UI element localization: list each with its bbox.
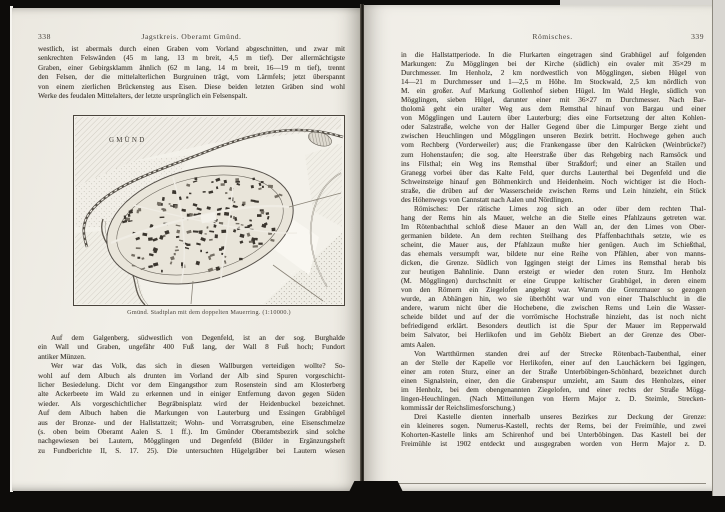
text-line: dicken, die Grenze. Südlich von Iggingen steigt der Limes ins Remsthal herab bis: [401, 258, 706, 268]
text-line: zur heutigen Bahnlinie. Dann ersteigt er wieder den roten Sturz. Im Henholz: [401, 267, 706, 277]
text-line: kommissär der Reichslimesforschung.): [401, 402, 516, 412]
running-header-right: Römisches.: [532, 32, 573, 41]
text-line: Mögglingen, sieben Hügel, darunter einer mit 36×27 m Durchmesser. Nach Bar-: [401, 95, 706, 105]
text-line: befriedigend erklärt. Besonders deutlich ist die Spur der Mauer im Repperwald: [401, 321, 706, 331]
text-line: vom Rechberg (Vorderweiler) aus; die Frankengasse über den Kalrücken (Weinbrücke?): [401, 140, 706, 150]
text-line: Auf dem Galgenberg, südwestlich von Degenfeld, ist an der sog. Burghalde: [51, 333, 345, 342]
running-header-left: Jagstkreis. Oberamt Gmünd.: [141, 32, 242, 41]
text-line: Wer war das Volk, das sich in diesen Wallburgen verteidigen wollte? So-: [51, 361, 345, 371]
text-line: germanien bildete. An dem rechten Steilhang des Pfaffenbachthals setzte, wie es: [401, 230, 706, 240]
text-line: tholomä geht ein uralter Weg aus dem Remsthal hinauf von Bargau und einer: [401, 104, 706, 114]
text-line: Werke des feudalen Mittelalters, der letzte ursprünglich ein Felsenspalt.: [38, 90, 248, 100]
right-page-text: [401, 50, 706, 448]
city-map-figure: [73, 115, 345, 316]
text-line: (M. Mögglingen) durchschnitt er eine Gruppe keltischer Grabhügel, in deren einem: [401, 276, 706, 286]
map-caption: Gmünd. Stadtplan mit dem doppelten Mauerring. (1:10000.): [127, 309, 291, 316]
text-line: zu Fundberichte II, S. 17. 25). Die untersuchten Hügelgräber bei Lautern wiesen: [38, 445, 345, 455]
text-line: wurde, an Abhängen hin, wo sie überhöht war und von einer Thalschlucht in die: [401, 294, 706, 304]
page-number-left: 338: [38, 32, 51, 41]
text-line: westlich, ist abermals durch einen Graben vom Vorland abgeschnitten, und zwar mit: [38, 44, 345, 53]
binding-shadow: [346, 481, 406, 498]
text-line: scheide bildet und auf der die vorrömische Hochstraße hinzieht, das ist noch nicht: [401, 312, 706, 322]
text-line: Kohorten-Kastelle links am Schirenhof und bei Unterböbingen. Das Kastell bei der: [401, 429, 706, 439]
text-line: des Höhenwegs von Cannstatt nach Aalen und Nördlingen.: [401, 194, 574, 204]
page-left: [12, 8, 360, 491]
text-line: einen Signalstein, einer, den die Grabenspur umzieht, am Saum des Henholzes, einer: [401, 375, 706, 385]
text-line: licher Besiedelung. Dicht vor dem Eingangsthor zum Rosenstein sind am Klosterberg: [38, 379, 345, 389]
text-line: antiker Münzen.: [38, 351, 86, 361]
text-line: von einem zierlichen Brückensteg aus Eisen. Diese beiden letzten Gräben sind wohl: [38, 81, 345, 91]
text-line: zum Hohenstaufen; die sog. alte Heerstraße über das Rehgebirg nach Ramsöck und: [401, 149, 706, 159]
text-line: hang der Rems hin als Mauer, welche an die Stelle eines Pfahlzauns getreten war.: [401, 212, 706, 222]
text-line: Granegg vorbei über das Kalte Feld, quer durchs Lauterthal bei Degenfeld und die: [401, 167, 706, 177]
page-bottom-edge: [380, 483, 706, 484]
text-line: das ehemals versumpft war, bildete nur eine Reihe von Pfählen, aber von manns-: [401, 249, 706, 259]
text-line: Römisches: Der rätische Limes zog sich an oder über dem rechten Thal-: [414, 203, 706, 213]
text-line: Markungen: Zu Mögglingen bei der Kirche (südlich) ein ovaler mit 35×29 m: [401, 59, 706, 69]
text-line: 14—21 m Durchmesser und 1—2,5 m Höhe. Im Stockwald, 2,5 km nördlich von: [401, 77, 706, 87]
running-head-left: [38, 32, 345, 41]
text-line: ein kleineres sogen. Numerus-Kastell, rechts der Rems, bei der Freimühle, und zwei: [401, 420, 706, 430]
text-line: alte Ackerbeete im Wald zu erkennen und in einiger Entfernung davon gegen Süden: [38, 389, 345, 399]
text-line: ins Filsthal; ein Weg ins Remsthal über Straßdorf; und einer an Stailen und: [401, 158, 706, 168]
text-line: an der Stelle der Kapelle vor Herlikofen, einer auf den Lauchäckern bei Iggingen,: [401, 357, 706, 367]
text-line: Schweinsteige hinauf gen Böhmenkirch und Heidenheim. Noch wichtiger ist die Hoch-: [401, 176, 706, 186]
text-line: einer am roten Sturz, einer an der Straße Unterböbingen-Schönhard, bezeichnet durch: [401, 366, 706, 376]
text-line: beim Salvator, bei Herlikofen und im Gehölz Biebert an der Grenze des Ober-: [401, 330, 706, 340]
text-line: senkrechten Felswänden (45 m lang, 13 m breit, 4,5 m tief). Der allermächtigste: [38, 53, 345, 63]
text-line: von Mögglingen und Lautern über Lauterburg; dies eine Fortsetzung der alten Kohlen-: [401, 113, 706, 123]
text-line: straße, die drüben auf der Wasserscheide zwischen Rems und Lein hinzieht, ein Stück: [401, 185, 706, 195]
text-line: Graben, einer Gebirgsklamm ähnlich (62 m lang, 14 m breit, 16—19 m tief), trennt: [38, 62, 345, 72]
scan-background-right-edge: [712, 0, 725, 496]
text-line: lingen-Heuchlingen. (Nach Mitteilungen von Herrn Major z. D. Steimle, Strecken-: [401, 393, 706, 403]
paragraph-top: [38, 44, 345, 100]
map-town-label: GMÜND: [109, 136, 147, 144]
text-line: andere, warum nicht über die Hochebene, die zwischen Rems und Lein die Wasser-: [401, 303, 706, 313]
page-right: [364, 5, 712, 491]
text-line: scheint, die Mauer aus, der Pfahlzaun mußte hier genügen. Auch im Schießthal,: [401, 239, 706, 249]
text-line: den Felsen, der die mittelalterlichen Burgruinen trägt, vom Lärmfels; jetzt überspannt: [38, 72, 345, 82]
text-line: von den Römern ein Ziegelofen angelegt war. Warum die Grenzmauer so gezogen: [401, 285, 706, 295]
text-line: ein Wall und Graben, ungefähr 400 Fuß lang, der Wall 8 Fuß hoch; Fundort: [38, 342, 345, 352]
text-line: Von Wartthürmen standen drei auf der Strecke Rötenbach-Taubenthal, einer: [414, 348, 706, 358]
paragraph-bottom: [38, 333, 345, 455]
text-line: Auf dem Albuch haben die Markungen von Lauterburg und Essingen Grabhügel: [38, 408, 345, 418]
text-line: wohl auf dem Albuch als drunten im Vorland der Alb sind Spuren vorgeschicht-: [38, 370, 345, 380]
text-line: Drei Kastelle dienten innerhalb unseres Bezirkes zur Deckung der Grenze:: [414, 411, 706, 421]
city-map-image: [73, 115, 345, 306]
text-line: im Henholz, bei dem obengenannten Ziegelofen, und einer rechts der Straße Mögg-: [401, 384, 706, 394]
text-line: aus der Bronze- und der Hallstattzeit; Wohn- und Vorratsgruben, eine Eisenschmelze: [38, 417, 345, 427]
text-line: in die Hallstattperiode. In die Flurkarten eingetragen sind Grabhügel auf folgenden: [401, 50, 706, 59]
text-line: Im Rötenbachthal schloß diese Mauer an den Wall an, der den Limes von Ober-: [401, 221, 706, 231]
running-head-right: [401, 32, 704, 41]
text-line: wieder. Als vorgeschichtlicher Begräbnisplatz wird der Heidenbuckel bezeichnet.: [38, 398, 345, 408]
text-line: amts Aalen.: [401, 339, 436, 349]
page-number-right: 339: [691, 32, 704, 41]
text-line: Freimühle ist 1902 entdeckt und ausgegraben worden von Herrn Major z. D.: [401, 439, 706, 449]
text-line: (s. oben beim Oberamt Aalen S. 1 ff.). Im Gmünder Oberamtsbezirk sind solche: [38, 426, 345, 436]
text-line: oder Salzstraße, welche von der Haller Gegend über die Limpurger Berge zieht und: [401, 122, 706, 132]
text-line: Durchmesser. Im Henholz, 2 km nordwestlich von Mögglingen, sieben Hügel von: [401, 68, 706, 78]
text-line: M. ein großer. Auf Markung Gollenhof sieben Hügel. Im Wald Hegle, südlich von: [401, 86, 706, 96]
text-line: nachgewiesen bei Lautern, Mögglingen und Degenfeld (Bilder in Ergänzungsheft: [38, 436, 345, 446]
text-line: zwischen Heuchlingen und Mögglingen unseren Bezirk betritt. Hochwege gehen auch: [401, 131, 706, 141]
